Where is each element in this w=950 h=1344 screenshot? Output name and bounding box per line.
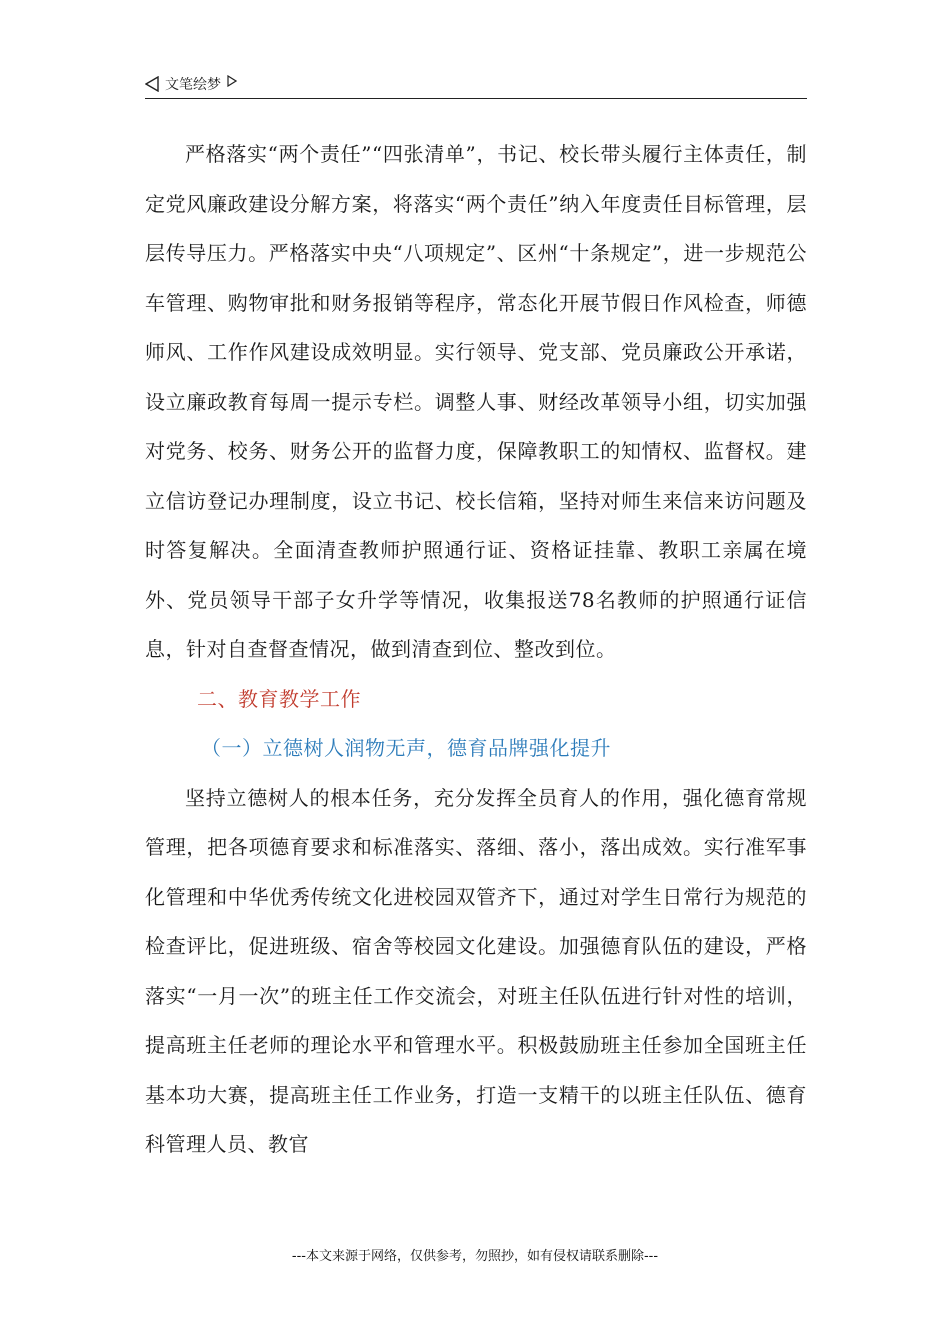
footer-notice: ---本文来源于网络，仅供参考，勿照抄，如有侵权请联系删除---	[291, 1249, 659, 1264]
paragraph-responsibility: 严格落实“两个责任”“四张清单”，书记、校长带头履行主体责任，制定党风廉政建设分解方案，将落实“两个责任”纳入年度责任目标管理，层层传导压力。严格落实中央“八项规定”、区州“十条规定”，进一步规范公车管理、购物审批和财务报销等程序，常态化开展节假日作风检查，师德师风、工作作风建设成效明显。实行领导、党支部、党员廉政公开承诺，设立廉政教育每周一提示专栏。调整人事、财经改革领导小组，切实加强对党务、校务、财务公开的监督力度，保障教职工的知情权、监督权。建立信访登记办理制度，设立书记、校长信箱，坚持对师生来信来访问题及时答复解决。全面清查教师护照通行证、资格证挂靠、教职工亲属在境外、党员领导干部子女升学等情况，收集报送78名教师的护照通行证信息，针对自查督查情况，做到清查到位、整改到位。	[145, 142, 807, 661]
section-heading-education: 二、教育教学工作	[197, 686, 361, 711]
triangle-right-icon	[227, 75, 237, 87]
page-header	[145, 72, 807, 99]
brand-text: 文笔绘梦	[165, 77, 221, 93]
triangle-left-icon	[145, 76, 159, 92]
subsection-heading-moral-education: （一）立德树人润物无声，德育品牌强化提升	[201, 736, 611, 760]
paragraph-moral-education: 坚持立德树人的根本任务，充分发挥全员育人的作用，强化德育常规管理，把各项德育要求和标准落实、落细、落小，落出成效。实行准军事化管理和中华优秀传统文化进校园双管齐下，通过对学生日常行为规范的检查评比，促进班级、宿舍等校园文化建设。加强德育队伍的建设，严格落实“一月一次”的班主任工作交流会，对班主任队伍进行针对性的培训，提高班主任老师的理论水平和管理水平。积极鼓励班主任参加全国班主任基本功大赛，提高班主任工作业务，打造一支精干的以班主任队伍、德育科管理人员、教官	[145, 785, 807, 1156]
document-body	[145, 130, 807, 1170]
header-brand	[145, 74, 237, 94]
